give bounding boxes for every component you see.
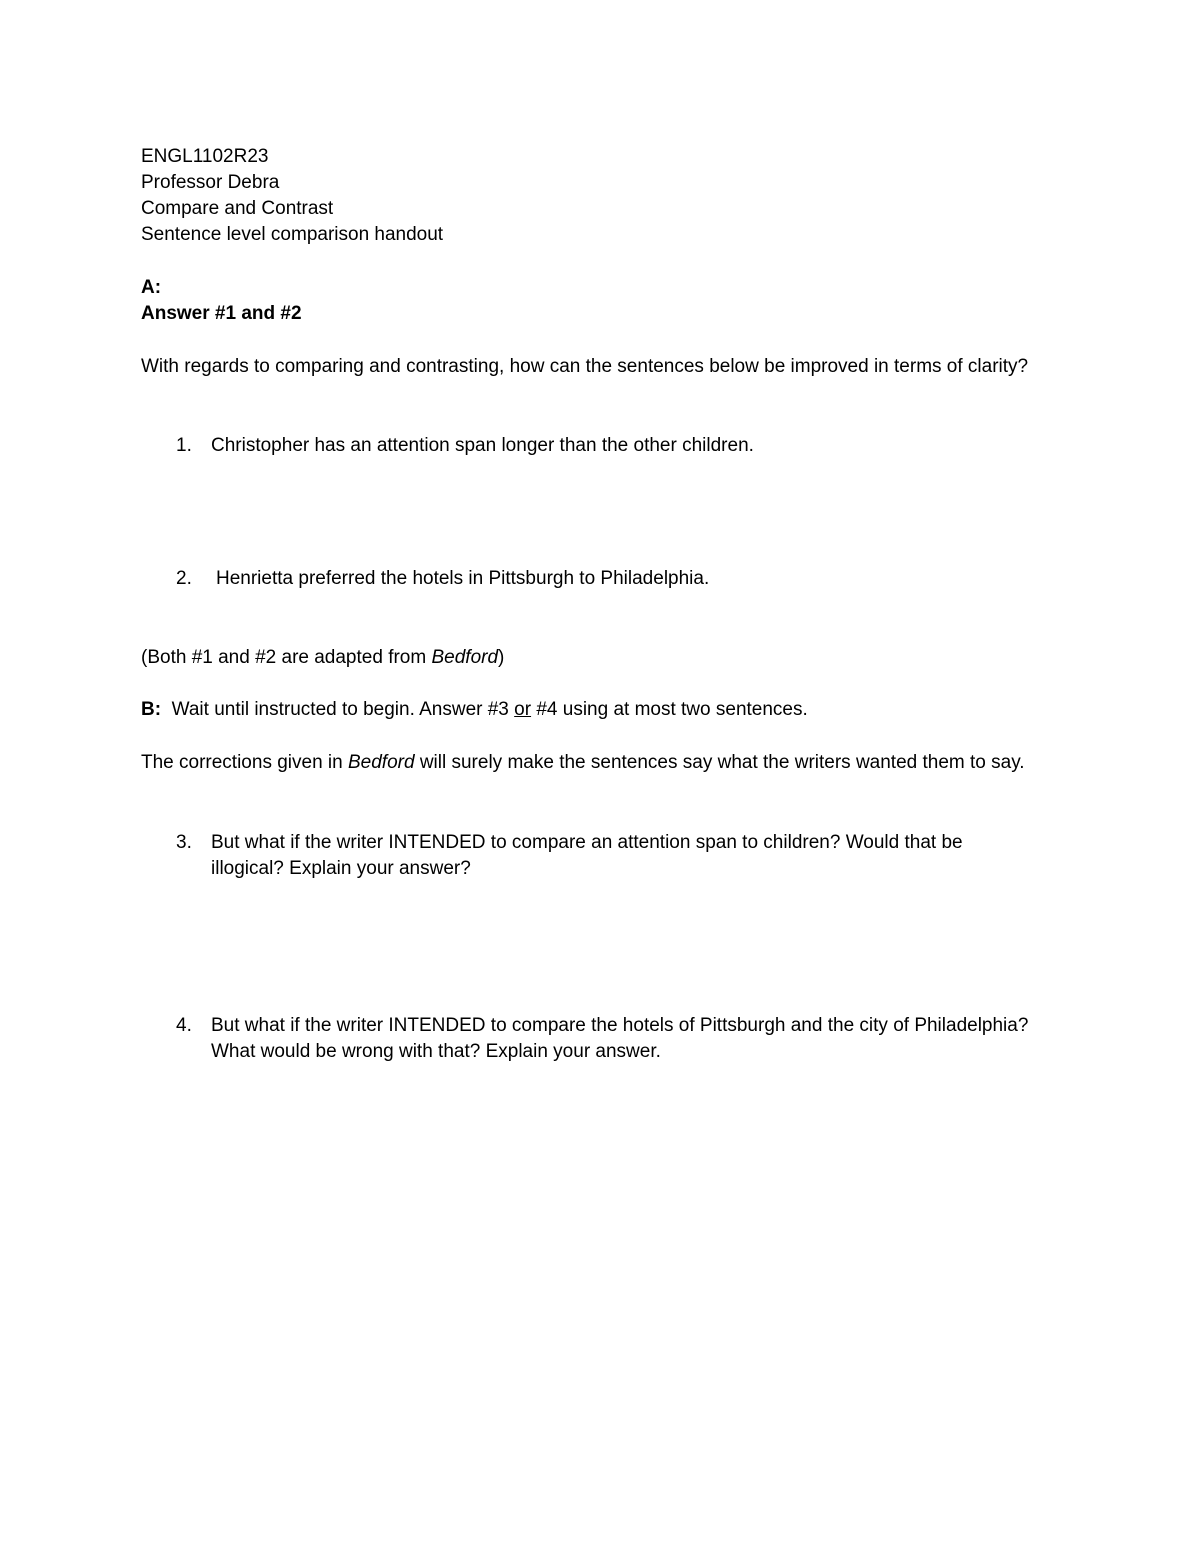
item-2-text: Henrietta preferred the hotels in Pittsburgh to Philadelphia. <box>216 568 710 589</box>
section-b-prompt-source: Bedford <box>348 752 415 773</box>
course-code: ENGL1102R23 <box>141 146 269 167</box>
item-1-number: 1. <box>176 435 192 456</box>
item-1-text: Christopher has an attention span longer than the other children. <box>211 435 754 456</box>
section-b-prompt-before: The corrections given in <box>141 752 348 773</box>
item-3-number: 3. <box>176 832 192 853</box>
section-a-prompt: With regards to comparing and contrasting, how can the sentences below be improved in terms of clarity? <box>141 356 1029 377</box>
section-b-instruction-after: #4 using at most two sentences. <box>531 699 808 720</box>
source-note-title: Bedford <box>431 647 499 668</box>
section-a-label: A: <box>141 277 162 298</box>
source-note <box>141 645 504 671</box>
section-b-instruction <box>141 697 808 723</box>
section-a-instruction: Answer #1 and #2 <box>141 303 302 324</box>
section-b-instruction-or: or <box>514 699 532 720</box>
item-4-text: But what if the writer INTENDED to compare the hotels of Pittsburgh and the city of Philadelphia? What would be wrong with that? Explain your answer. <box>211 1015 1029 1062</box>
handout-title: Sentence level comparison handout <box>141 224 444 245</box>
item-4-number: 4. <box>176 1015 192 1036</box>
topic-title: Compare and Contrast <box>141 198 334 219</box>
section-b-prompt <box>141 750 1031 776</box>
item-3-text: But what if the writer INTENDED to compare an attention span to children? Would that be illogical? Explain your answer? <box>211 832 963 879</box>
section-b-prompt-after: will surely make the sentences say what the writers wanted them to say. <box>414 752 1025 773</box>
item-2-number: 2. <box>176 568 192 589</box>
source-note-after: ) <box>498 647 505 668</box>
source-note-before: (Both #1 and #2 are adapted from <box>141 647 432 668</box>
section-b-label: B: <box>141 699 162 720</box>
section-b-instruction-before: Wait until instructed to begin. Answer #3 <box>171 699 515 720</box>
professor-name: Professor Debra <box>141 172 280 193</box>
